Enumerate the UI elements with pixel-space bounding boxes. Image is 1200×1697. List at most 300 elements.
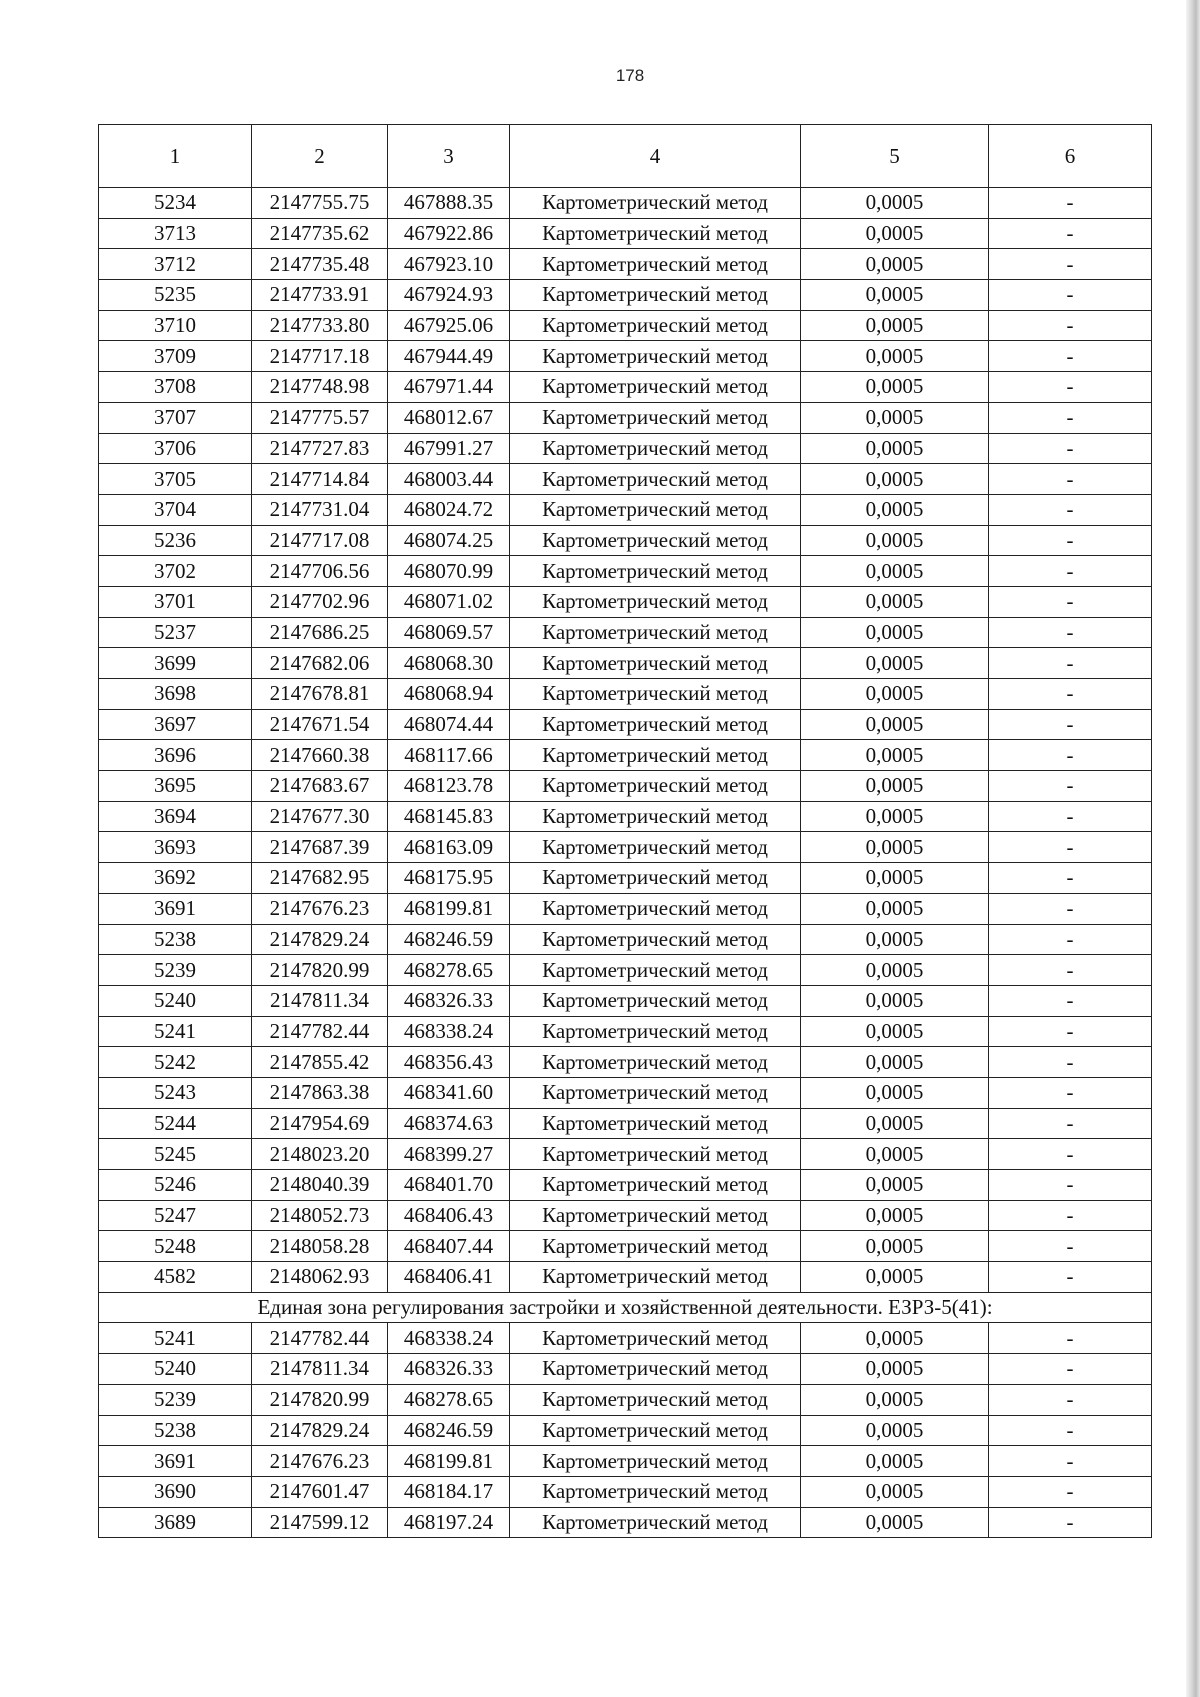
table-cell-col4: Картометрический метод xyxy=(510,924,801,955)
table-cell-col6: - xyxy=(989,525,1152,556)
table-cell-col3: 468406.41 xyxy=(388,1262,510,1293)
table-cell-col5: 0,0005 xyxy=(801,1446,989,1477)
table-cell-col2: 2147678.81 xyxy=(252,679,388,710)
table-cell-col3: 468406.43 xyxy=(388,1200,510,1231)
table-cell-col5: 0,0005 xyxy=(801,1507,989,1538)
table-cell-col2: 2147775.57 xyxy=(252,402,388,433)
table-cell-col6: - xyxy=(989,402,1152,433)
table-cell-col4: Картометрический метод xyxy=(510,740,801,771)
table-cell-col3: 467971.44 xyxy=(388,372,510,403)
table-cell-col2: 2147829.24 xyxy=(252,924,388,955)
table-cell-col5: 0,0005 xyxy=(801,924,989,955)
table-cell-col5: 0,0005 xyxy=(801,893,989,924)
table-cell-col5: 0,0005 xyxy=(801,494,989,525)
table-cell-col2: 2147820.99 xyxy=(252,955,388,986)
table-cell-col2: 2147731.04 xyxy=(252,494,388,525)
table-cell-col6: - xyxy=(989,1262,1152,1293)
table-cell-col3: 468003.44 xyxy=(388,464,510,495)
table-cell-col2: 2147601.47 xyxy=(252,1476,388,1507)
table-cell-col4: Картометрический метод xyxy=(510,1231,801,1262)
table-cell-col6: - xyxy=(989,709,1152,740)
table-cell-col4: Картометрический метод xyxy=(510,801,801,832)
table-cell-col6: - xyxy=(989,955,1152,986)
table-cell-col1: 4582 xyxy=(99,1262,252,1293)
table-row xyxy=(99,1047,1152,1078)
table-cell-col2: 2147735.48 xyxy=(252,249,388,280)
table-cell-col6: - xyxy=(989,310,1152,341)
table-cell-col5: 0,0005 xyxy=(801,1200,989,1231)
table-cell-col5: 0,0005 xyxy=(801,1262,989,1293)
table-cell-col1: 5238 xyxy=(99,924,252,955)
table-cell-col2: 2147676.23 xyxy=(252,1446,388,1477)
table-cell-col4: Картометрический метод xyxy=(510,709,801,740)
table-cell-col5: 0,0005 xyxy=(801,617,989,648)
table-cell-col6: - xyxy=(989,1170,1152,1201)
table-cell-col5: 0,0005 xyxy=(801,341,989,372)
table-cell-col1: 5241 xyxy=(99,1016,252,1047)
table-cell-col4: Картометрический метод xyxy=(510,433,801,464)
table-cell-col3: 468374.63 xyxy=(388,1108,510,1139)
table-row xyxy=(99,1170,1152,1201)
table-row xyxy=(99,1077,1152,1108)
table-cell-col4: Картометрический метод xyxy=(510,1139,801,1170)
table-cell-col6: - xyxy=(989,1231,1152,1262)
table-cell-col2: 2147829.24 xyxy=(252,1415,388,1446)
table-row xyxy=(99,679,1152,710)
table-header-row xyxy=(99,125,1152,188)
table-cell-col2: 2147682.95 xyxy=(252,863,388,894)
table-row xyxy=(99,1507,1152,1538)
table-cell-col2: 2148052.73 xyxy=(252,1200,388,1231)
table-cell-col4: Картометрический метод xyxy=(510,310,801,341)
table-cell-col5: 0,0005 xyxy=(801,1077,989,1108)
table-cell-col6: - xyxy=(989,1047,1152,1078)
table-row xyxy=(99,1108,1152,1139)
table-cell-col4: Картометрический метод xyxy=(510,985,801,1016)
table-cell-col2: 2147599.12 xyxy=(252,1507,388,1538)
header-cell-5: 5 xyxy=(801,125,989,188)
table-cell-col6: - xyxy=(989,1108,1152,1139)
table-cell-col5: 0,0005 xyxy=(801,249,989,280)
table-row xyxy=(99,985,1152,1016)
table-cell-col4: Картометрический метод xyxy=(510,341,801,372)
table-cell-col4: Картометрический метод xyxy=(510,1354,801,1385)
table-cell-col6: - xyxy=(989,679,1152,710)
table-cell-col2: 2147733.80 xyxy=(252,310,388,341)
table-cell-col5: 0,0005 xyxy=(801,648,989,679)
table-cell-col6: - xyxy=(989,1384,1152,1415)
table-cell-col6: - xyxy=(989,1446,1152,1477)
table-cell-col1: 5239 xyxy=(99,955,252,986)
table-cell-col2: 2147820.99 xyxy=(252,1384,388,1415)
table-cell-col2: 2147755.75 xyxy=(252,188,388,219)
table-cell-col5: 0,0005 xyxy=(801,218,989,249)
table-row xyxy=(99,402,1152,433)
table-cell-col6: - xyxy=(989,556,1152,587)
table-cell-col3: 468184.17 xyxy=(388,1476,510,1507)
table-cell-col3: 468068.94 xyxy=(388,679,510,710)
table-cell-col4: Картометрический метод xyxy=(510,863,801,894)
table-cell-col2: 2148023.20 xyxy=(252,1139,388,1170)
table-cell-col5: 0,0005 xyxy=(801,525,989,556)
table-cell-col6: - xyxy=(989,648,1152,679)
table-row xyxy=(99,525,1152,556)
table-row xyxy=(99,586,1152,617)
table-cell-col2: 2147855.42 xyxy=(252,1047,388,1078)
table-cell-col3: 468278.65 xyxy=(388,1384,510,1415)
table-cell-col4: Картометрический метод xyxy=(510,832,801,863)
table-cell-col6: - xyxy=(989,771,1152,802)
table-cell-col6: - xyxy=(989,863,1152,894)
table-cell-col3: 468246.59 xyxy=(388,924,510,955)
table-cell-col3: 468175.95 xyxy=(388,863,510,894)
table-cell-col1: 5239 xyxy=(99,1384,252,1415)
table-cell-col2: 2147683.67 xyxy=(252,771,388,802)
table-cell-col6: - xyxy=(989,188,1152,219)
table-cell-col4: Картометрический метод xyxy=(510,1077,801,1108)
table-cell-col3: 467923.10 xyxy=(388,249,510,280)
table-cell-col3: 468326.33 xyxy=(388,1354,510,1385)
table-row xyxy=(99,433,1152,464)
table-cell-col6: - xyxy=(989,372,1152,403)
table-cell-col6: - xyxy=(989,924,1152,955)
table-cell-col3: 468012.67 xyxy=(388,402,510,433)
table-cell-col3: 468338.24 xyxy=(388,1016,510,1047)
table-cell-col3: 468074.25 xyxy=(388,525,510,556)
table-cell-col6: - xyxy=(989,985,1152,1016)
table-cell-col5: 0,0005 xyxy=(801,1016,989,1047)
table-cell-col1: 5248 xyxy=(99,1231,252,1262)
table-cell-col6: - xyxy=(989,341,1152,372)
table-row xyxy=(99,1231,1152,1262)
table-cell-col6: - xyxy=(989,494,1152,525)
table-cell-col1: 5244 xyxy=(99,1108,252,1139)
table-cell-col2: 2147954.69 xyxy=(252,1108,388,1139)
table-row xyxy=(99,709,1152,740)
table-row xyxy=(99,1415,1152,1446)
table-cell-col3: 468356.43 xyxy=(388,1047,510,1078)
table-row xyxy=(99,955,1152,986)
table-cell-col6: - xyxy=(989,1354,1152,1385)
table-cell-col2: 2147717.08 xyxy=(252,525,388,556)
table-cell-col5: 0,0005 xyxy=(801,1323,989,1354)
table-cell-col1: 3690 xyxy=(99,1476,252,1507)
table-row xyxy=(99,1476,1152,1507)
table-cell-col2: 2147702.96 xyxy=(252,586,388,617)
table-cell-col6: - xyxy=(989,801,1152,832)
table-row xyxy=(99,924,1152,955)
table-row xyxy=(99,801,1152,832)
table-cell-col1: 5238 xyxy=(99,1415,252,1446)
table-cell-col2: 2148062.93 xyxy=(252,1262,388,1293)
table-cell-col5: 0,0005 xyxy=(801,1415,989,1446)
table-cell-col4: Картометрический метод xyxy=(510,249,801,280)
table-cell-col1: 3708 xyxy=(99,372,252,403)
table-cell-col3: 467888.35 xyxy=(388,188,510,219)
table-cell-col3: 468163.09 xyxy=(388,832,510,863)
table-cell-col6: - xyxy=(989,1139,1152,1170)
table-cell-col4: Картометрический метод xyxy=(510,1507,801,1538)
table-cell-col1: 3691 xyxy=(99,1446,252,1477)
table-cell-col1: 5247 xyxy=(99,1200,252,1231)
table-row xyxy=(99,464,1152,495)
table-cell-col5: 0,0005 xyxy=(801,1384,989,1415)
table-cell-col1: 5242 xyxy=(99,1047,252,1078)
table-cell-col1: 3693 xyxy=(99,832,252,863)
table-cell-col6: - xyxy=(989,1476,1152,1507)
table-cell-col5: 0,0005 xyxy=(801,1047,989,1078)
table-cell-col3: 468338.24 xyxy=(388,1323,510,1354)
table-cell-col3: 467991.27 xyxy=(388,433,510,464)
table-cell-col5: 0,0005 xyxy=(801,1354,989,1385)
table-cell-col4: Картометрический метод xyxy=(510,1108,801,1139)
table-cell-col5: 0,0005 xyxy=(801,709,989,740)
table-cell-col2: 2147727.83 xyxy=(252,433,388,464)
table-cell-col4: Картометрический метод xyxy=(510,1047,801,1078)
table-cell-col5: 0,0005 xyxy=(801,1108,989,1139)
table-row xyxy=(99,494,1152,525)
page-number: 178 xyxy=(615,66,645,85)
table-row xyxy=(99,556,1152,587)
table-cell-col3: 468123.78 xyxy=(388,771,510,802)
table-cell-col2: 2147748.98 xyxy=(252,372,388,403)
table-row xyxy=(99,341,1152,372)
table-cell-col5: 0,0005 xyxy=(801,586,989,617)
table-cell-col3: 468199.81 xyxy=(388,1446,510,1477)
table-cell-col2: 2147677.30 xyxy=(252,801,388,832)
table-cell-col6: - xyxy=(989,1507,1152,1538)
table-cell-col1: 3709 xyxy=(99,341,252,372)
table-cell-col2: 2147863.38 xyxy=(252,1077,388,1108)
table-cell-col4: Картометрический метод xyxy=(510,464,801,495)
table-cell-col2: 2147687.39 xyxy=(252,832,388,863)
table-cell-col5: 0,0005 xyxy=(801,433,989,464)
table-cell-col1: 5235 xyxy=(99,280,252,311)
table-cell-col2: 2148058.28 xyxy=(252,1231,388,1262)
table-row xyxy=(99,832,1152,863)
table-cell-col1: 5245 xyxy=(99,1139,252,1170)
header-cell-6: 6 xyxy=(989,125,1152,188)
table-cell-col5: 0,0005 xyxy=(801,801,989,832)
table-cell-col5: 0,0005 xyxy=(801,679,989,710)
table-cell-col6: - xyxy=(989,464,1152,495)
table-row xyxy=(99,1446,1152,1477)
table-cell-col1: 3697 xyxy=(99,709,252,740)
table-cell-col5: 0,0005 xyxy=(801,310,989,341)
table-row xyxy=(99,863,1152,894)
table-cell-col3: 468197.24 xyxy=(388,1507,510,1538)
table-cell-col4: Картометрический метод xyxy=(510,218,801,249)
section-row xyxy=(99,1292,1152,1323)
table-cell-col1: 3692 xyxy=(99,863,252,894)
table-row xyxy=(99,617,1152,648)
table-cell-col6: - xyxy=(989,617,1152,648)
coordinates-table xyxy=(98,124,1152,1538)
table-cell-col3: 468070.99 xyxy=(388,556,510,587)
table-cell-col1: 5234 xyxy=(99,188,252,219)
table-row xyxy=(99,218,1152,249)
table-body xyxy=(99,125,1152,1538)
table-row xyxy=(99,372,1152,403)
table-cell-col1: 5240 xyxy=(99,985,252,1016)
table-cell-col5: 0,0005 xyxy=(801,280,989,311)
table-cell-col6: - xyxy=(989,218,1152,249)
table-cell-col5: 0,0005 xyxy=(801,556,989,587)
table-cell-col4: Картометрический метод xyxy=(510,1170,801,1201)
table-cell-col6: - xyxy=(989,586,1152,617)
table-cell-col1: 3696 xyxy=(99,740,252,771)
table-cell-col5: 0,0005 xyxy=(801,464,989,495)
table-cell-col4: Картометрический метод xyxy=(510,1262,801,1293)
table-cell-col6: - xyxy=(989,1200,1152,1231)
table-cell-col4: Картометрический метод xyxy=(510,494,801,525)
table-cell-col3: 467924.93 xyxy=(388,280,510,311)
table-cell-col3: 468399.27 xyxy=(388,1139,510,1170)
table-cell-col1: 5237 xyxy=(99,617,252,648)
table-cell-col6: - xyxy=(989,1323,1152,1354)
table-cell-col2: 2147735.62 xyxy=(252,218,388,249)
table-cell-col2: 2147706.56 xyxy=(252,556,388,587)
table-cell-col2: 2148040.39 xyxy=(252,1170,388,1201)
table-cell-col4: Картометрический метод xyxy=(510,955,801,986)
table-cell-col3: 468068.30 xyxy=(388,648,510,679)
table-cell-col6: - xyxy=(989,740,1152,771)
table-cell-col5: 0,0005 xyxy=(801,985,989,1016)
table-cell-col1: 3691 xyxy=(99,893,252,924)
table-cell-col3: 467944.49 xyxy=(388,341,510,372)
table-cell-col5: 0,0005 xyxy=(801,863,989,894)
table-cell-col3: 468117.66 xyxy=(388,740,510,771)
table-row xyxy=(99,1016,1152,1047)
table-cell-col1: 3699 xyxy=(99,648,252,679)
table-cell-col3: 468326.33 xyxy=(388,985,510,1016)
table-cell-col3: 467922.86 xyxy=(388,218,510,249)
table-cell-col5: 0,0005 xyxy=(801,1170,989,1201)
table-cell-col1: 3689 xyxy=(99,1507,252,1538)
table-cell-col4: Картометрический метод xyxy=(510,188,801,219)
table-cell-col3: 468145.83 xyxy=(388,801,510,832)
table-cell-col1: 5240 xyxy=(99,1354,252,1385)
table-cell-col3: 467925.06 xyxy=(388,310,510,341)
table-row xyxy=(99,893,1152,924)
table-cell-col4: Картометрический метод xyxy=(510,893,801,924)
table-cell-col1: 3705 xyxy=(99,464,252,495)
table-cell-col5: 0,0005 xyxy=(801,740,989,771)
table-row xyxy=(99,310,1152,341)
table-cell-col3: 468199.81 xyxy=(388,893,510,924)
table-cell-col4: Картометрический метод xyxy=(510,648,801,679)
table-cell-col1: 5243 xyxy=(99,1077,252,1108)
table-cell-col3: 468071.02 xyxy=(388,586,510,617)
table-cell-col4: Картометрический метод xyxy=(510,525,801,556)
table-cell-col6: - xyxy=(989,1077,1152,1108)
header-cell-2: 2 xyxy=(252,125,388,188)
table-cell-col4: Картометрический метод xyxy=(510,679,801,710)
table-cell-col3: 468278.65 xyxy=(388,955,510,986)
table-cell-col2: 2147682.06 xyxy=(252,648,388,679)
table-cell-col1: 3707 xyxy=(99,402,252,433)
table-cell-col4: Картометрический метод xyxy=(510,1200,801,1231)
table-cell-col6: - xyxy=(989,249,1152,280)
table-cell-col5: 0,0005 xyxy=(801,771,989,802)
table-row xyxy=(99,280,1152,311)
table-cell-col2: 2147660.38 xyxy=(252,740,388,771)
table-row xyxy=(99,1139,1152,1170)
table-cell-col6: - xyxy=(989,832,1152,863)
table-cell-col2: 2147811.34 xyxy=(252,985,388,1016)
table-row xyxy=(99,1354,1152,1385)
table-cell-col1: 3698 xyxy=(99,679,252,710)
table-cell-col3: 468069.57 xyxy=(388,617,510,648)
table-cell-col1: 3706 xyxy=(99,433,252,464)
table-cell-col2: 2147714.84 xyxy=(252,464,388,495)
table-cell-col3: 468401.70 xyxy=(388,1170,510,1201)
table-cell-col4: Картометрический метод xyxy=(510,617,801,648)
table-cell-col1: 3694 xyxy=(99,801,252,832)
table-cell-col1: 3695 xyxy=(99,771,252,802)
table-row xyxy=(99,1323,1152,1354)
table-cell-col2: 2147782.44 xyxy=(252,1016,388,1047)
table-cell-col4: Картометрический метод xyxy=(510,1323,801,1354)
table-cell-col2: 2147671.54 xyxy=(252,709,388,740)
table-cell-col5: 0,0005 xyxy=(801,188,989,219)
table-cell-col5: 0,0005 xyxy=(801,1231,989,1262)
table-cell-col4: Картометрический метод xyxy=(510,1446,801,1477)
header-cell-3: 3 xyxy=(388,125,510,188)
table-cell-col2: 2147782.44 xyxy=(252,1323,388,1354)
table-cell-col4: Картометрический метод xyxy=(510,1016,801,1047)
table-cell-col2: 2147717.18 xyxy=(252,341,388,372)
table-cell-col5: 0,0005 xyxy=(801,1139,989,1170)
table-cell-col1: 3713 xyxy=(99,218,252,249)
table-cell-col6: - xyxy=(989,893,1152,924)
table-row xyxy=(99,771,1152,802)
table-cell-col6: - xyxy=(989,433,1152,464)
table-cell-col1: 3702 xyxy=(99,556,252,587)
table-row xyxy=(99,648,1152,679)
table-cell-col6: - xyxy=(989,1016,1152,1047)
section-title: Единая зона регулирования застройки и хозяйственной деятельности. ЕЗРЗ-5(41): xyxy=(99,1292,1152,1323)
table-cell-col1: 3710 xyxy=(99,310,252,341)
table-row xyxy=(99,1384,1152,1415)
table-cell-col4: Картометрический метод xyxy=(510,372,801,403)
table-cell-col3: 468341.60 xyxy=(388,1077,510,1108)
table-row xyxy=(99,1262,1152,1293)
table-cell-col2: 2147686.25 xyxy=(252,617,388,648)
scan-edge-shadow xyxy=(1186,0,1200,1697)
table-cell-col3: 468407.44 xyxy=(388,1231,510,1262)
table-cell-col5: 0,0005 xyxy=(801,372,989,403)
table-cell-col5: 0,0005 xyxy=(801,955,989,986)
table-cell-col1: 3712 xyxy=(99,249,252,280)
table-cell-col1: 3701 xyxy=(99,586,252,617)
table-row xyxy=(99,740,1152,771)
table-cell-col2: 2147733.91 xyxy=(252,280,388,311)
table-row xyxy=(99,1200,1152,1231)
table-cell-col2: 2147676.23 xyxy=(252,893,388,924)
table-cell-col4: Картометрический метод xyxy=(510,771,801,802)
table-cell-col4: Картометрический метод xyxy=(510,402,801,433)
table-cell-col6: - xyxy=(989,1415,1152,1446)
header-cell-1: 1 xyxy=(99,125,252,188)
table-cell-col4: Картометрический метод xyxy=(510,1384,801,1415)
table-cell-col1: 5246 xyxy=(99,1170,252,1201)
table-cell-col5: 0,0005 xyxy=(801,402,989,433)
table-cell-col6: - xyxy=(989,280,1152,311)
header-cell-4: 4 xyxy=(510,125,801,188)
table-row xyxy=(99,188,1152,219)
table-cell-col3: 468246.59 xyxy=(388,1415,510,1446)
